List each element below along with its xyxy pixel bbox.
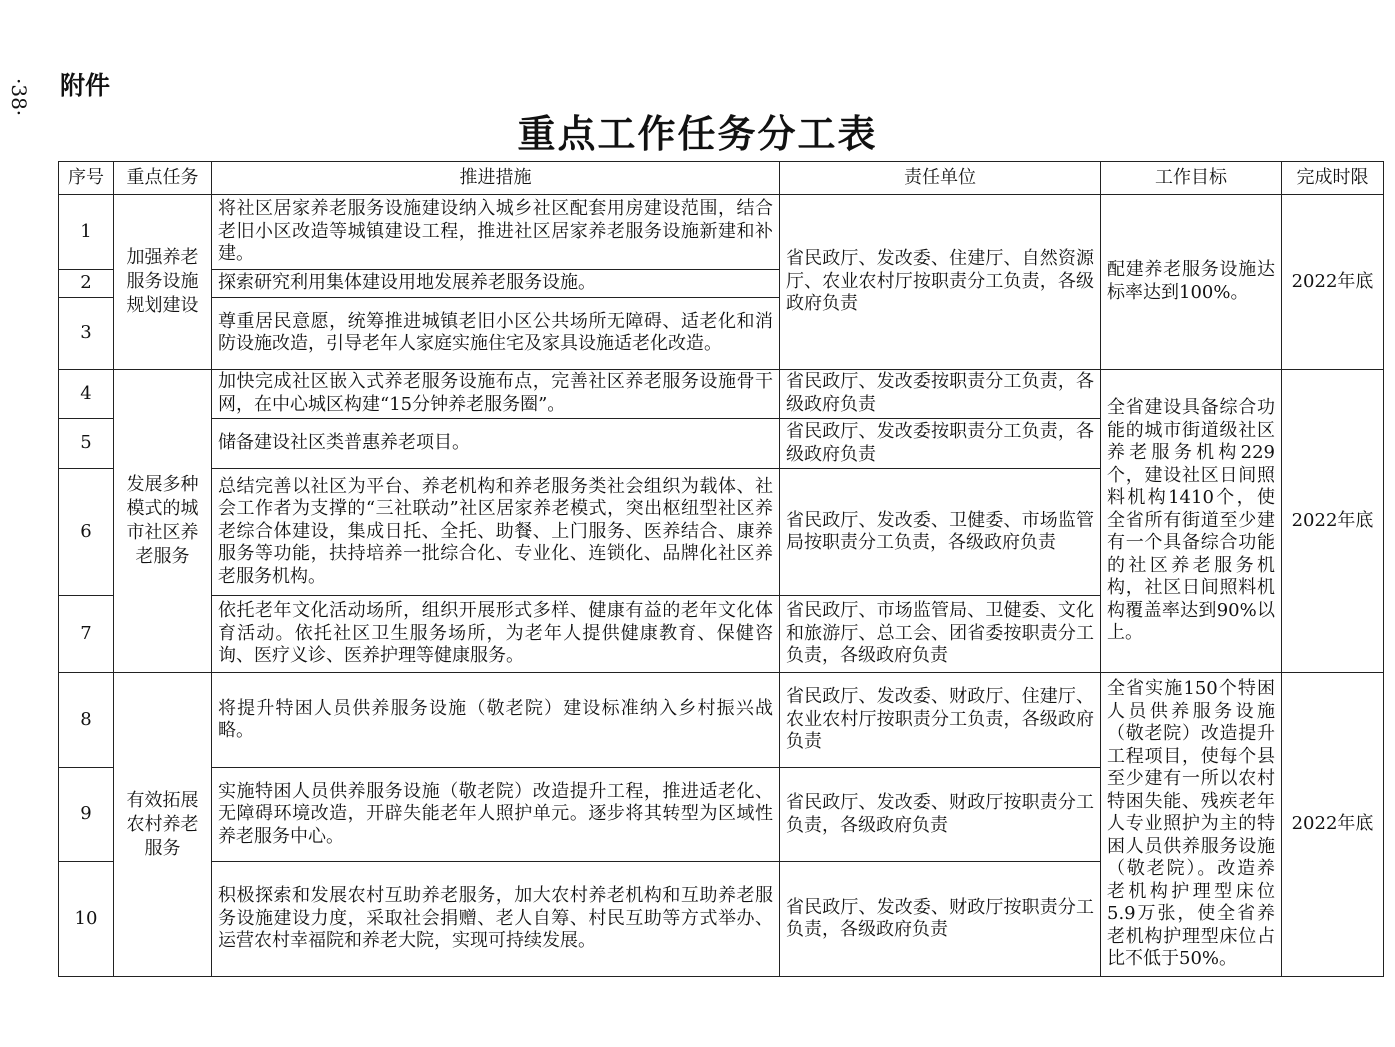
deadline-cell: 2022年底 (1282, 195, 1384, 370)
seq-cell: 6 (59, 469, 114, 596)
seq-cell: 3 (59, 297, 114, 369)
measure-cell: 将提升特困人员供养服务设施（敬老院）建设标准纳入乡村振兴战略。 (212, 673, 780, 767)
header-row (59, 162, 1384, 195)
header-seq: 序号 (59, 162, 114, 195)
target-cell: 配建养老服务设施达标率达到100%。 (1101, 195, 1282, 370)
task-cell: 发展多种模式的城市社区养老服务 (114, 369, 212, 673)
table-row (59, 673, 1384, 767)
unit-cell: 省民政厅、市场监管局、卫健委、文化和旅游厅、总工会、团省委按职责分工负责，各级政府负责 (780, 596, 1101, 673)
seq-cell: 4 (59, 369, 114, 418)
deadline-cell: 2022年底 (1282, 673, 1384, 977)
unit-cell: 省民政厅、发改委、财政厅、住建厅、农业农村厅按职责分工负责，各级政府负责 (780, 673, 1101, 767)
measure-cell: 依托老年文化活动场所，组织开展形式多样、健康有益的老年文化体育活动。依托社区卫生服务场所，为老年人提供健康教育、保健咨询、医疗义诊、医养护理等健康服务。 (212, 596, 780, 673)
measure-cell: 储备建设社区类普惠养老项目。 (212, 419, 780, 469)
unit-cell: 省民政厅、发改委按职责分工负责，各级政府负责 (780, 369, 1101, 418)
header-unit: 责任单位 (780, 162, 1101, 195)
attachment-label: 附件 (60, 71, 111, 100)
target-cell: 全省实施150个特困人员供养服务设施（敬老院）改造提升工程项目，使每个县至少建有一所以农村特困失能、残疾老年人专业照护为主的特困人员供养服务设施（敬老院）。改造养老机构护理型床位5.9万张，使全省养老机构护理型床位占比不低于50%。 (1101, 673, 1282, 977)
measure-cell: 加快完成社区嵌入式养老服务设施布点，完善社区养老服务设施骨干网，在中心城区构建“15分钟养老服务圈”。 (212, 369, 780, 418)
header-measure: 推进措施 (212, 162, 780, 195)
unit-cell: 省民政厅、发改委按职责分工负责，各级政府负责 (780, 419, 1101, 469)
seq-cell: 8 (59, 673, 114, 767)
table-row (59, 369, 1384, 418)
task-cell: 加强养老服务设施规划建设 (114, 195, 212, 370)
table-row (59, 195, 1384, 270)
task-table (58, 161, 1384, 977)
measure-cell: 将社区居家养老服务设施建设纳入城乡社区配套用房建设范围，结合老旧小区改造等城镇建设工程，推进社区居家养老服务设施新建和补建。 (212, 195, 780, 270)
header-deadline: 完成时限 (1282, 162, 1384, 195)
unit-cell: 省民政厅、发改委、财政厅按职责分工负责，各级政府负责 (780, 862, 1101, 977)
measure-cell: 实施特困人员供养服务设施（敬老院）改造提升工程，推进适老化、无障碍环境改造，开辟失能老年人照护单元。逐步将其转型为区域性养老服务中心。 (212, 767, 780, 861)
deadline-cell: 2022年底 (1282, 369, 1384, 673)
seq-cell: 9 (59, 767, 114, 861)
seq-cell: 7 (59, 596, 114, 673)
seq-cell: 2 (59, 270, 114, 297)
unit-cell: 省民政厅、发改委、住建厅、自然资源厅、农业农村厅按职责分工负责，各级政府负责 (780, 195, 1101, 370)
seq-cell: 5 (59, 419, 114, 469)
page-number: ·38· (7, 78, 31, 117)
measure-cell: 积极探索和发展农村互助养老服务，加大农村养老机构和互助养老服务设施建设力度，采取社会捐赠、老人自筹、村民互助等方式举办、运营农村幸福院和养老大院，实现可持续发展。 (212, 862, 780, 977)
measure-cell: 尊重居民意愿，统筹推进城镇老旧小区公共场所无障碍、适老化和消防设施改造，引导老年人家庭实施住宅及家具设施适老化改造。 (212, 297, 780, 369)
unit-cell: 省民政厅、发改委、财政厅按职责分工负责，各级政府负责 (780, 767, 1101, 861)
header-task: 重点任务 (114, 162, 212, 195)
unit-cell: 省民政厅、发改委、卫健委、市场监管局按职责分工负责，各级政府负责 (780, 469, 1101, 596)
target-cell: 全省建设具备综合功能的城市街道级社区养老服务机构229个，建设社区日间照料机构1410个，使全省所有街道至少建有一个具备综合功能的社区养老服务机构，社区日间照料机构覆盖率达到90%以上。 (1101, 369, 1282, 673)
page-title: 重点工作任务分工表 (517, 111, 878, 156)
task-cell: 有效拓展农村养老服务 (114, 673, 212, 977)
seq-cell: 1 (59, 195, 114, 270)
header-target: 工作目标 (1101, 162, 1282, 195)
measure-cell: 探索研究利用集体建设用地发展养老服务设施。 (212, 270, 780, 297)
measure-cell: 总结完善以社区为平台、养老机构和养老服务类社会组织为载体、社会工作者为支撑的“三社联动”社区居家养老模式，突出枢纽型社区养老综合体建设，集成日托、全托、助餐、上门服务、医养结合、康养服务等功能，扶持培养一批综合化、专业化、连锁化、品牌化社区养老服务机构。 (212, 469, 780, 596)
seq-cell: 10 (59, 862, 114, 977)
